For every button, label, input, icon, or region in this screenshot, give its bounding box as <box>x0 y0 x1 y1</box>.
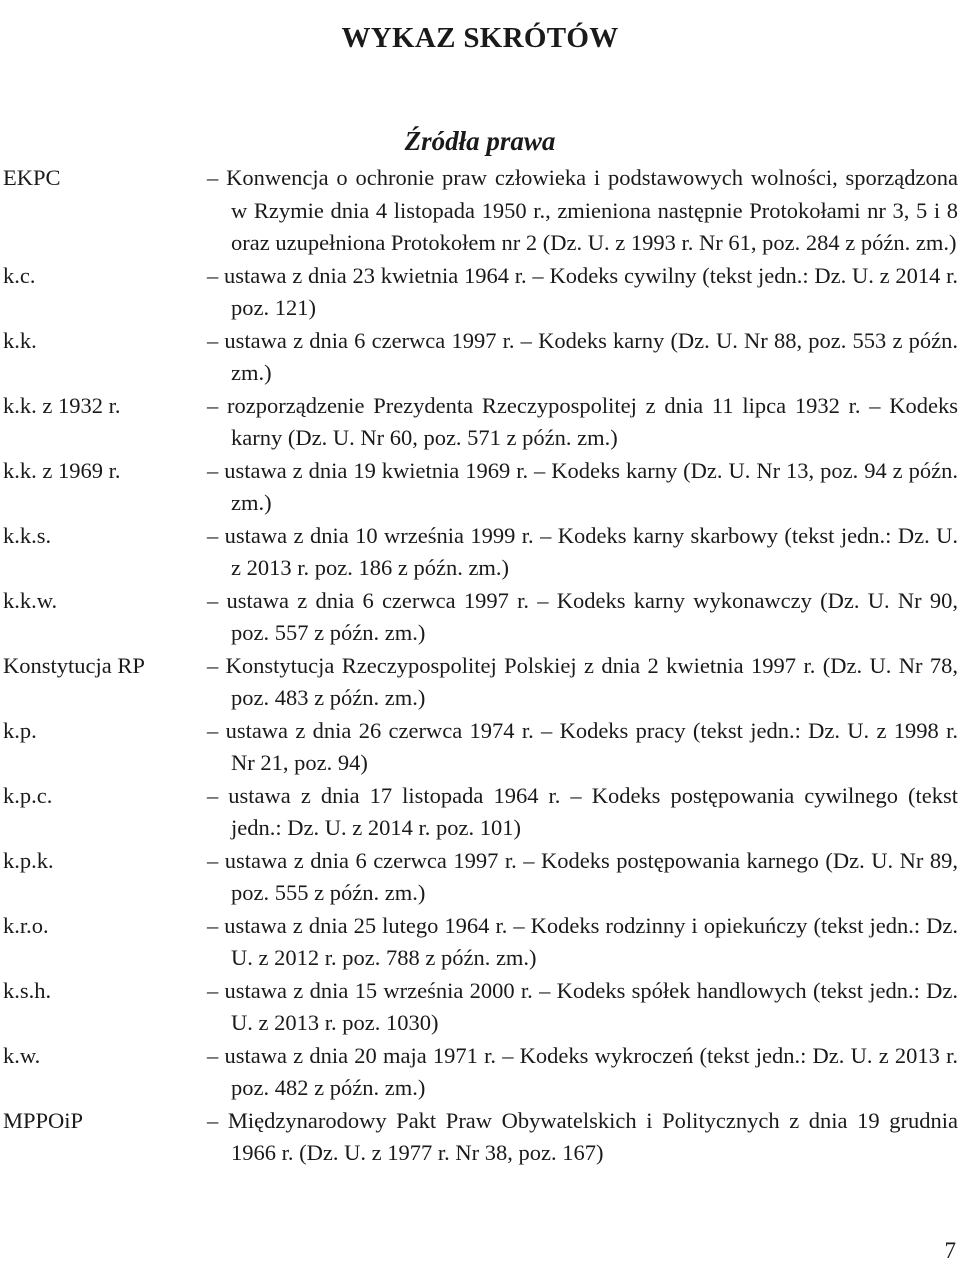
abbreviation-term: k.c. <box>3 262 36 288</box>
abbreviation-entry <box>3 585 958 650</box>
abbreviation-term: k.s.h. <box>3 977 52 1003</box>
abbreviation-term: k.p.c. <box>3 782 53 808</box>
abbreviation-term: EKPC <box>3 165 61 190</box>
abbreviation-definition: – ustawa z dnia 6 czerwca 1997 r. – Kodeks karny wykonawczy (Dz. U. Nr 90, poz. 557 z późn. zm.) <box>207 587 958 645</box>
abbreviation-entry <box>3 910 958 975</box>
page-number: 7 <box>944 1238 956 1263</box>
abbreviation-definition: – ustawa z dnia 20 maja 1971 r. – Kodeks wykroczeń (tekst jedn.: Dz. U. z 2013 r. poz. 482 z późn. zm.) <box>207 1042 958 1100</box>
section-title: Źródła prawa <box>404 126 556 157</box>
abbreviation-entry <box>3 520 958 585</box>
abbreviation-entry <box>3 1105 958 1170</box>
abbreviation-term: MPPOiP <box>3 1107 84 1133</box>
abbreviation-entry <box>3 325 958 390</box>
abbreviation-definition: – ustawa z dnia 17 listopada 1964 r. – Kodeks postępowania cywilnego (tekst jedn.: Dz. U. z 2014 r. poz. 101) <box>207 782 958 840</box>
abbreviation-definition: – rozporządzenie Prezydenta Rzeczypospolitej z dnia 11 lipca 1932 r. – Kodeks karny (Dz. U. Nr 60, poz. 571 z późn. zm.) <box>207 392 958 450</box>
abbreviation-entry <box>3 260 958 325</box>
abbreviation-definition: – Konwencja o ochronie praw człowieka i podstawowych wolności, sporządzona w Rzymie dnia 4 listopada 1950 r., zmieniona następnie Protokołami nr 3, 5 i 8 oraz uzupełniona Protokołem nr 2 (Dz. U. z 1993 r. Nr 61, poz. 284 z późn. zm.) <box>207 165 958 255</box>
abbreviation-term: k.k. z 1932 r. <box>3 392 121 418</box>
abbreviation-definition: – Konstytucja Rzeczypospolitej Polskiej z dnia 2 kwietnia 1997 r. (Dz. U. Nr 78, poz. 483 z późn. zm.) <box>207 652 958 710</box>
abbreviation-entry <box>3 780 958 845</box>
abbreviation-definition: – ustawa z dnia 6 czerwca 1997 r. – Kodeks postępowania karnego (Dz. U. Nr 89, poz. 555 z późn. zm.) <box>207 847 958 905</box>
abbreviation-term: k.k. z 1969 r. <box>3 457 121 483</box>
abbreviation-entry <box>3 975 958 1040</box>
abbreviation-term: k.r.o. <box>3 912 49 938</box>
page-title: WYKAZ SKRÓTÓW <box>341 22 619 55</box>
abbreviation-definition: – Międzynarodowy Pakt Praw Obywatelskich i Politycznych z dnia 19 grudnia 1966 r. (Dz. U. z 1977 r. Nr 38, poz. 167) <box>207 1107 958 1165</box>
abbreviation-entry <box>3 715 958 780</box>
abbreviation-term: k.k. <box>3 327 37 353</box>
abbreviation-definition: – ustawa z dnia 19 kwietnia 1969 r. – Kodeks karny (Dz. U. Nr 13, poz. 94 z późn. zm.) <box>207 457 958 515</box>
abbreviation-entry <box>3 455 958 520</box>
abbreviation-term: k.p. <box>3 717 37 743</box>
abbreviation-entry <box>3 845 958 910</box>
abbreviation-entry <box>3 390 958 455</box>
abbreviation-entry <box>3 1040 958 1105</box>
abbreviation-term: Konstytucja RP <box>3 652 145 678</box>
abbreviation-term: k.w. <box>3 1042 41 1068</box>
abbreviation-term: k.k.w. <box>3 587 58 613</box>
abbreviation-term: k.p.k. <box>3 847 54 873</box>
abbreviation-entry <box>3 162 958 260</box>
abbreviation-definition: – ustawa z dnia 10 września 1999 r. – Kodeks karny skarbowy (tekst jedn.: Dz. U. z 2013 r. poz. 186 z późn. zm.) <box>207 522 958 580</box>
abbreviation-entry <box>3 650 958 715</box>
abbreviation-definition: – ustawa z dnia 6 czerwca 1997 r. – Kodeks karny (Dz. U. Nr 88, poz. 553 z późn. zm.) <box>207 327 958 385</box>
abbreviation-definition: – ustawa z dnia 23 kwietnia 1964 r. – Kodeks cywilny (tekst jedn.: Dz. U. z 2014 r. poz. 121) <box>207 262 958 320</box>
abbreviation-definition: – ustawa z dnia 25 lutego 1964 r. – Kodeks rodzinny i opiekuńczy (tekst jedn.: Dz. U. z 2012 r. poz. 788 z późn. zm.) <box>207 912 958 970</box>
abbreviation-definition: – ustawa z dnia 15 września 2000 r. – Kodeks spółek handlowych (tekst jedn.: Dz. U. z 2013 r. poz. 1030) <box>207 977 958 1035</box>
abbreviation-list <box>3 162 958 1170</box>
abbreviation-definition: – ustawa z dnia 26 czerwca 1974 r. – Kodeks pracy (tekst jedn.: Dz. U. z 1998 r. Nr 21, poz. 94) <box>207 717 958 775</box>
abbreviation-term: k.k.s. <box>3 522 52 548</box>
